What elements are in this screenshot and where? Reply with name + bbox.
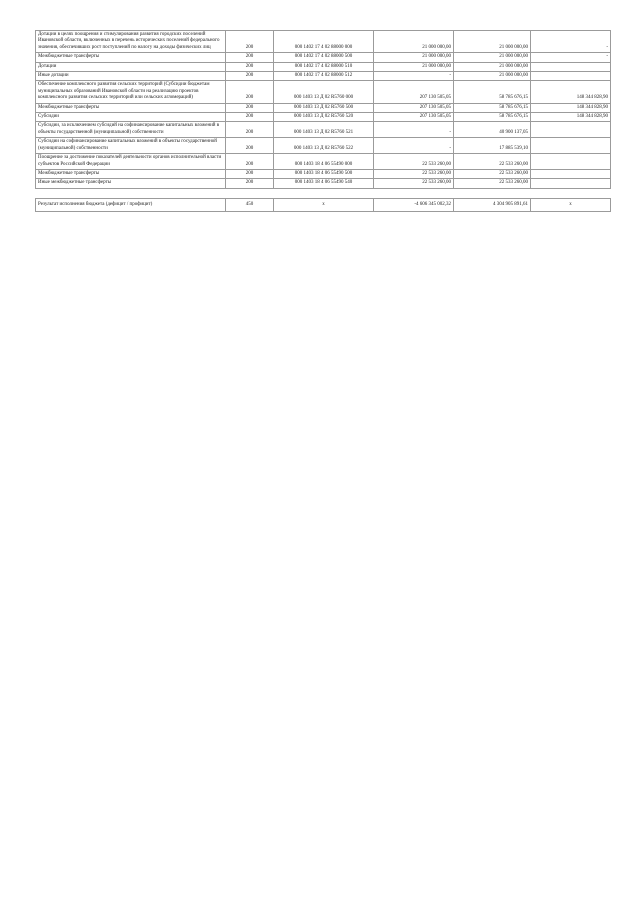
- row-kbk-cell: 000 1402 17 4 02 88000 000: [274, 31, 374, 53]
- approved-amount-cell: 207 130 505,05: [374, 103, 454, 112]
- approved-amount-cell: -: [374, 122, 454, 138]
- row-kbk-cell: 000 1402 17 4 02 88000 500: [274, 53, 374, 62]
- unexecuted-amount-cell: -: [531, 31, 611, 53]
- unexecuted-amount-cell: 148 344 828,90: [531, 113, 611, 122]
- table-row: [36, 53, 611, 62]
- row-code-cell: 200: [226, 122, 274, 138]
- table-row: [36, 122, 611, 138]
- result-kbk-cell: х: [274, 198, 374, 211]
- table-row: [36, 31, 611, 53]
- row-name-cell: Дотации в целях поощрения и стимулирования развития городских поселений Ивановской области, включенных в перечень исторических поселений федерального значения, обеспечивших рост поступлений по налогу на доходы физических лиц: [36, 31, 226, 53]
- result-approved-amount-cell: -4 606 345 002,32: [374, 198, 454, 211]
- executed-amount-cell: 21 000 000,00: [454, 72, 531, 81]
- unexecuted-amount-cell: [531, 138, 611, 154]
- row-kbk-cell: 000 1403 18 4 06 55490 000: [274, 154, 374, 170]
- approved-amount-cell: -: [374, 72, 454, 81]
- unexecuted-amount-cell: 148 344 828,90: [531, 103, 611, 112]
- table-row: [36, 154, 611, 170]
- executed-amount-cell: 58 785 676,15: [454, 113, 531, 122]
- row-name-cell: Поощрение за достижение показателей деятельности органов исполнительной власти субъектов Российской Федерации: [36, 154, 226, 170]
- unexecuted-amount-cell: -: [531, 53, 611, 62]
- executed-amount-cell: 22 533 260,00: [454, 179, 531, 188]
- row-kbk-cell: 000 1403 13 Д 02 R5760 500: [274, 103, 374, 112]
- executed-amount-cell: 17 885 539,10: [454, 138, 531, 154]
- unexecuted-amount-cell: [531, 179, 611, 188]
- executed-amount-cell: 21 000 000,00: [454, 62, 531, 71]
- executed-amount-cell: 21 000 000,00: [454, 31, 531, 53]
- row-kbk-cell: 000 1403 18 4 06 55490 540: [274, 179, 374, 188]
- approved-amount-cell: 21 000 000,00: [374, 31, 454, 53]
- table-gap: [35, 189, 610, 198]
- row-name-cell: Дотации: [36, 62, 226, 71]
- budget-table-body: [36, 31, 611, 189]
- row-code-cell: 200: [226, 31, 274, 53]
- row-kbk-cell: 000 1402 17 4 02 88000 512: [274, 72, 374, 81]
- unexecuted-amount-cell: 148 344 828,90: [531, 81, 611, 103]
- executed-amount-cell: 58 785 676,15: [454, 81, 531, 103]
- budget-result-table: [35, 198, 611, 212]
- row-kbk-cell: 000 1403 13 Д 02 R5760 520: [274, 113, 374, 122]
- result-name-cell: Результат исполнения бюджета (дефицит / профицит): [36, 198, 226, 211]
- row-code-cell: 200: [226, 53, 274, 62]
- row-code-cell: 200: [226, 138, 274, 154]
- row-code-cell: 200: [226, 72, 274, 81]
- row-name-cell: Обеспечение комплексного развития сельских территорий (Субсидии бюджетам муниципальных образований Ивановской области на реализацию проектов комплексного развития сельских территорий или сельских агломераций): [36, 81, 226, 103]
- budget-result-row: [36, 198, 611, 211]
- row-kbk-cell: 000 1402 17 4 02 88000 510: [274, 62, 374, 71]
- row-kbk-cell: 000 1403 13 Д 02 R5760 522: [274, 138, 374, 154]
- table-row: [36, 72, 611, 81]
- executed-amount-cell: 40 900 137,05: [454, 122, 531, 138]
- row-kbk-cell: 000 1403 13 Д 02 R5760 000: [274, 81, 374, 103]
- unexecuted-amount-cell: [531, 154, 611, 170]
- unexecuted-amount-cell: [531, 169, 611, 178]
- approved-amount-cell: 21 000 000,00: [374, 53, 454, 62]
- budget-table: [35, 30, 611, 189]
- row-code-cell: 200: [226, 103, 274, 112]
- executed-amount-cell: 22 533 260,00: [454, 154, 531, 170]
- approved-amount-cell: -: [374, 138, 454, 154]
- row-name-cell: Межбюджетные трансферты: [36, 53, 226, 62]
- row-name-cell: Субсидии, за исключением субсидий на софинансирование капитальных вложений в объекты государственной (муниципальной) собственности: [36, 122, 226, 138]
- result-code-cell: 450: [226, 198, 274, 211]
- table-row: [36, 113, 611, 122]
- unexecuted-amount-cell: [531, 122, 611, 138]
- result-unexecuted-amount-cell: х: [531, 198, 611, 211]
- result-executed-amount-cell: 4 304 905 891,61: [454, 198, 531, 211]
- row-name-cell: Субсидии: [36, 113, 226, 122]
- table-row: [36, 62, 611, 71]
- approved-amount-cell: 22 533 260,00: [374, 154, 454, 170]
- approved-amount-cell: 207 130 505,05: [374, 113, 454, 122]
- table-row: [36, 179, 611, 188]
- approved-amount-cell: 21 000 000,00: [374, 62, 454, 71]
- executed-amount-cell: 22 533 260,00: [454, 169, 531, 178]
- executed-amount-cell: 21 000 000,00: [454, 53, 531, 62]
- executed-amount-cell: 58 785 676,15: [454, 103, 531, 112]
- table-row: [36, 169, 611, 178]
- row-code-cell: 200: [226, 169, 274, 178]
- table-row: [36, 81, 611, 103]
- approved-amount-cell: 207 130 505,05: [374, 81, 454, 103]
- unexecuted-amount-cell: [531, 72, 611, 81]
- row-name-cell: Межбюджетные трансферты: [36, 103, 226, 112]
- table-row: [36, 103, 611, 112]
- unexecuted-amount-cell: [531, 62, 611, 71]
- approved-amount-cell: 22 533 260,00: [374, 169, 454, 178]
- row-code-cell: 200: [226, 179, 274, 188]
- row-name-cell: Субсидии на софинансирование капитальных вложений в объекты государственной (муниципальной) собственности: [36, 138, 226, 154]
- row-code-cell: 200: [226, 81, 274, 103]
- row-kbk-cell: 000 1403 13 Д 02 R5760 521: [274, 122, 374, 138]
- row-name-cell: Иные дотации: [36, 72, 226, 81]
- row-name-cell: Иные межбюджетные трансферты: [36, 179, 226, 188]
- row-kbk-cell: 000 1403 18 4 06 55490 500: [274, 169, 374, 178]
- row-name-cell: Межбюджетные трансферты: [36, 169, 226, 178]
- budget-report-fragment: [35, 30, 610, 212]
- approved-amount-cell: 22 533 260,00: [374, 179, 454, 188]
- row-code-cell: 200: [226, 62, 274, 71]
- row-code-cell: 200: [226, 113, 274, 122]
- row-code-cell: 200: [226, 154, 274, 170]
- table-row: [36, 138, 611, 154]
